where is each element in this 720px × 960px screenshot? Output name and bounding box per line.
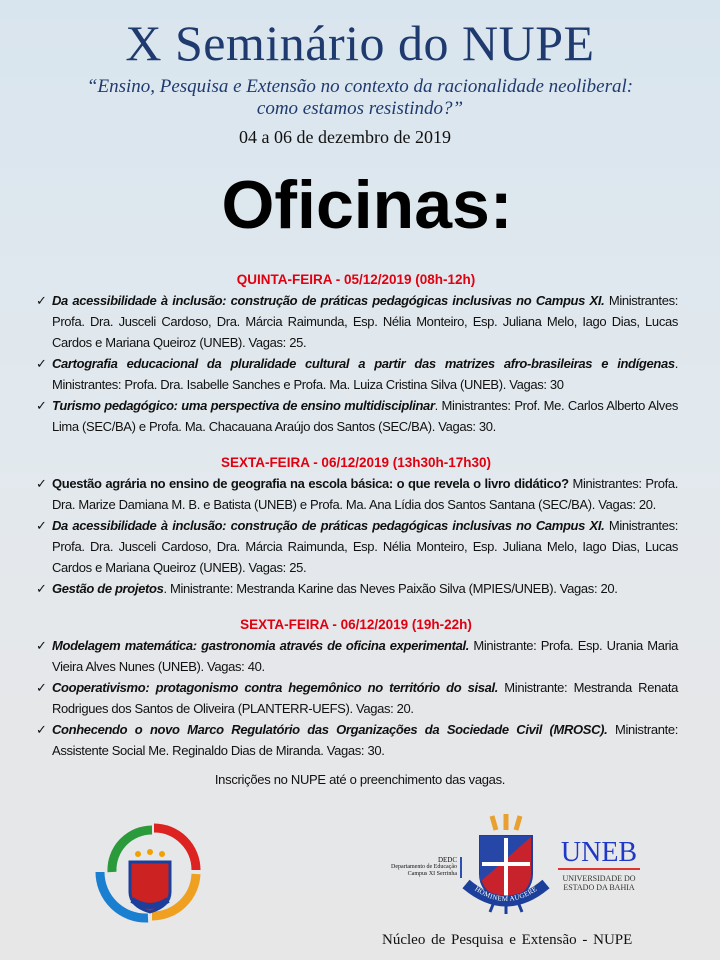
list-item bbox=[36, 473, 678, 515]
oficinas-heading: Oficinas: bbox=[221, 167, 513, 243]
workshop-details: . Ministrantes: Prof. Me. Carlos Alberto Alves Lima (SEC/BA) e Profa. Ma. Chacauana Araújo dos Santos (SEC/BA). Vagas: 30. bbox=[52, 398, 678, 434]
section-thursday bbox=[36, 272, 678, 437]
dedc-line: DEDC bbox=[437, 856, 457, 864]
uneb-subtitle-line: ESTADO DA BAHIA bbox=[563, 883, 635, 892]
workshop-details: . Ministrantes: Profa. Dra. Isabelle Sanches e Profa. Ma. Luiza Cristina Silva (UNEB). Vagas: 30 bbox=[52, 356, 678, 392]
workshop-details: Ministrantes: Profa. Dra. Jusceli Cardoso, Dra. Márcia Raimunda, Esp. Nélia Monteiro, Esp. Juliana Melo, Iago Dias, Lucas Cardos e Mariana Queiroz (UNEB). Vagas: 25. bbox=[52, 518, 678, 575]
registration-note: Inscrições no NUPE até o preenchimento das vagas. bbox=[214, 772, 506, 787]
dedc-line: Departamento de Educação bbox=[391, 864, 457, 870]
check-icon: ✓ bbox=[36, 581, 47, 596]
section-friday-evening bbox=[36, 617, 678, 761]
day-heading: SEXTA-FEIRA - 06/12/2019 (19h-22h) bbox=[240, 617, 472, 632]
workshop-title: Modelagem matemática: gastronomia através de oficina experimental. bbox=[52, 638, 470, 653]
list-item bbox=[36, 635, 678, 677]
check-icon: ✓ bbox=[36, 398, 47, 413]
workshop-title: Turismo pedagógico: uma perspectiva de ensino multidisciplinar bbox=[52, 398, 435, 413]
crest-motto-text: HOMINEM AUGERE bbox=[473, 884, 539, 904]
workshop-details: Ministrante: Assistente Social Me. Reginaldo Dias de Miranda. Vagas: 30. bbox=[52, 722, 678, 758]
list-item bbox=[36, 395, 678, 437]
page-title: X Seminário do NUPE bbox=[125, 15, 595, 71]
workshop-title: Cartografia educacional da pluralidade cultural a partir das matrizes afro-brasileiras e indígenas bbox=[52, 356, 675, 371]
workshop-details: Ministrante: Mestranda Renata Rodrigues dos Santos de Oliveira (PLANTERR-UEFS). Vagas: 20. bbox=[52, 680, 678, 716]
workshop-title: Conhecendo o novo Marco Regulatório das Organizações da Sociedade Civil (MROSC). bbox=[52, 722, 608, 737]
uneb-subtitle bbox=[558, 874, 640, 892]
check-icon: ✓ bbox=[36, 638, 47, 653]
day-heading: SEXTA-FEIRA - 06/12/2019 (13h30h-17h30) bbox=[220, 455, 492, 470]
check-icon: ✓ bbox=[36, 722, 47, 737]
check-icon: ✓ bbox=[36, 293, 47, 308]
subtitle-line-1: “Ensino, Pesquisa e Extensão no contexto da racionalidade neoliberal: bbox=[86, 76, 634, 97]
workshop-details: . Ministrante: Mestranda Karine das Neves Paixão Silva (MPIES/UNEB). Vagas: 20. bbox=[163, 581, 618, 596]
list-item bbox=[36, 719, 678, 761]
workshop-list bbox=[36, 272, 678, 779]
uneb-logo bbox=[558, 838, 640, 892]
section-friday-afternoon bbox=[36, 455, 678, 599]
workshop-title: Cooperativismo: protagonismo contra hegemônico no território do sisal. bbox=[52, 680, 499, 695]
workshop-title: Gestão de projetos bbox=[52, 581, 164, 596]
workshop-title: Da acessibilidade à inclusão: construção de práticas pedagógicas inclusivas no Campus XI. bbox=[52, 293, 605, 308]
workshop-title: Da acessibilidade à inclusão: construção de práticas pedagógicas inclusivas no Campus XI. bbox=[52, 518, 605, 533]
list-item bbox=[36, 353, 678, 395]
subtitle bbox=[0, 76, 720, 120]
list-item bbox=[36, 578, 678, 599]
nupe-logo bbox=[92, 812, 204, 930]
list-item bbox=[36, 677, 678, 719]
workshop-details: Ministrante: Profa. Esp. Urania Maria Vieira Alves Nunes (UNEB). Vagas: 40. bbox=[52, 638, 678, 674]
event-date: 04 a 06 de dezembro de 2019 bbox=[239, 127, 451, 147]
check-icon: ✓ bbox=[36, 680, 47, 695]
uneb-name: UNEB bbox=[558, 838, 640, 870]
workshop-title: Questão agrária no ensino de geografia na escola básica: o que revela o livro didático? bbox=[52, 476, 569, 491]
list-item bbox=[36, 290, 678, 353]
dedc-label bbox=[380, 857, 462, 878]
check-icon: ✓ bbox=[36, 476, 47, 491]
uneb-subtitle-line: UNIVERSIDADE DO bbox=[562, 874, 636, 883]
dedc-line: Campus XI Serrinha bbox=[407, 871, 457, 877]
subtitle-line-2: como estamos resistindo?” bbox=[256, 98, 464, 119]
day-heading: QUINTA-FEIRA - 05/12/2019 (08h-12h) bbox=[236, 272, 476, 287]
check-icon: ✓ bbox=[36, 518, 47, 533]
workshop-details: Ministrantes: Profa. Dra. Marize Damiana M. B. e Batista (UNEB) e Profa. Ma. Ana Lídia dos Santos Santana (SEC/BA). Vagas: 20. bbox=[52, 476, 679, 512]
uneb-crest bbox=[462, 812, 550, 916]
workshop-details: Ministrantes: Profa. Dra. Jusceli Cardoso, Dra. Márcia Raimunda, Esp. Nélia Monteiro, Esp. Juliana Melo, Iago Dias, Lucas Cardos e Mariana Queiroz (UNEB). Vagas: 25. bbox=[52, 293, 678, 350]
nupe-footer-label: Núcleo de Pesquisa e Extensão - NUPE bbox=[382, 932, 633, 948]
list-item bbox=[36, 515, 678, 578]
check-icon: ✓ bbox=[36, 356, 47, 371]
